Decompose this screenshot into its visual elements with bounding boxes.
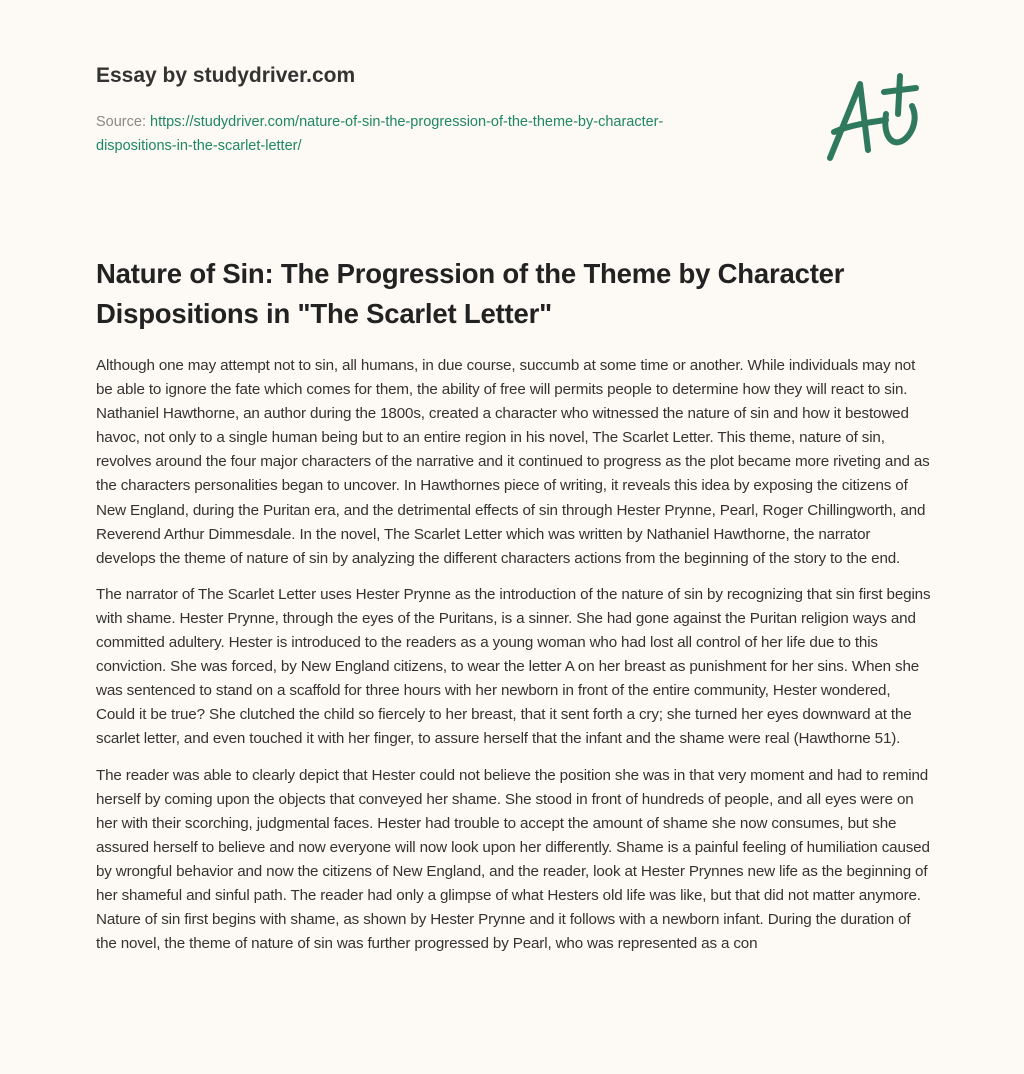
- source-label: Source:: [96, 114, 150, 130]
- paragraph: Although one may attempt not to sin, all humans, in due course, succumb at some time or another. While individuals may not be able to ignore the fate which comes for them, the ability of free will permits people to determine how they will react to sin. Nathaniel Hawthorne, an author during the 1800s, created a character who witnessed the nature of sin and how it bestowed havoc, not only to a single human being but to an entire region in his novel, The Scarlet Letter. This theme, nature of sin, revolves around the four major characters of the narrative and it continued to progress as the plot became more riveting and as the characters personalities began to uncover. In Hawthornes piece of writing, it reveals this idea by exposing the citizens of New England, during the Puritan era, and the detrimental effects of sin through Hester Prynne, Pearl, Roger Chillingworth, and Reverend Arthur Dimmesdale. In the novel, The Scarlet Letter which was written by Nathaniel Hawthorne, the narrator develops the theme of nature of sin by analyzing the different characters actions from the beginning of the story to the end.: [96, 357, 930, 567]
- a-plus-logo-icon: [820, 70, 930, 170]
- site-title: Essay by studydriver.com: [96, 64, 356, 87]
- paragraph: The reader was able to clearly depict that Hester could not believe the position she was in that very moment and had to remind herself by coming upon the objects that conveyed her shame. She stood in front of hundreds of people, and all eyes were on her with their scorching, judgmental faces. Hester had trouble to accept the amount of shame she now consumes, but she assured herself to believe and now everyone will now look upon her differently. Shame is a painful feeling of humiliation caused by wrongful behavior and now the citizens of New England, and the reader, look at Hester Prynnes new life as the beginning of her shameful and sinful path. The reader had only a glimpse of what Hesters old life was like, but that did not matter anymore. Nature of sin first begins with shame, as shown by Hester Prynne and it follows with a newborn infant. During the duration of the novel, the theme of nature of sin was further progressed by Pearl, who was represented as a con: [96, 766, 930, 953]
- source-link[interactable]: https://studydriver.com/nature-of-sin-the-progression-of-the-theme-by-character-dispositions-in-the-scarlet-letter/: [96, 114, 664, 154]
- paragraph: The narrator of The Scarlet Letter uses Hester Prynne as the introduction of the nature of sin by recognizing that sin first begins with shame. Hester Prynne, through the eyes of the Puritans, is a sinner. She had gone against the Puritan religion ways and committed adultery. Hester is introduced to the readers as a young woman who had lost all control of her life due to this conviction. She was forced, by New England citizens, to wear the letter A on her breast as punishment for her sins. When she was sentenced to stand on a scaffold for three hours with her newborn in front of the entire community, Hester wondered, Could it be true? She clutched the child so fiercely to her breast, that it sent forth a cry; she turned her eyes downward at the scarlet letter, and even touched it with her finger, to assure herself that the infant and the shame were real (Hawthorne 51).: [96, 585, 931, 748]
- source-line: [96, 110, 736, 158]
- article-title: Nature of Sin: The Progression of the Theme by Character Dispositions in "The Scarlet Letter": [96, 258, 845, 329]
- article-body: [96, 354, 932, 968]
